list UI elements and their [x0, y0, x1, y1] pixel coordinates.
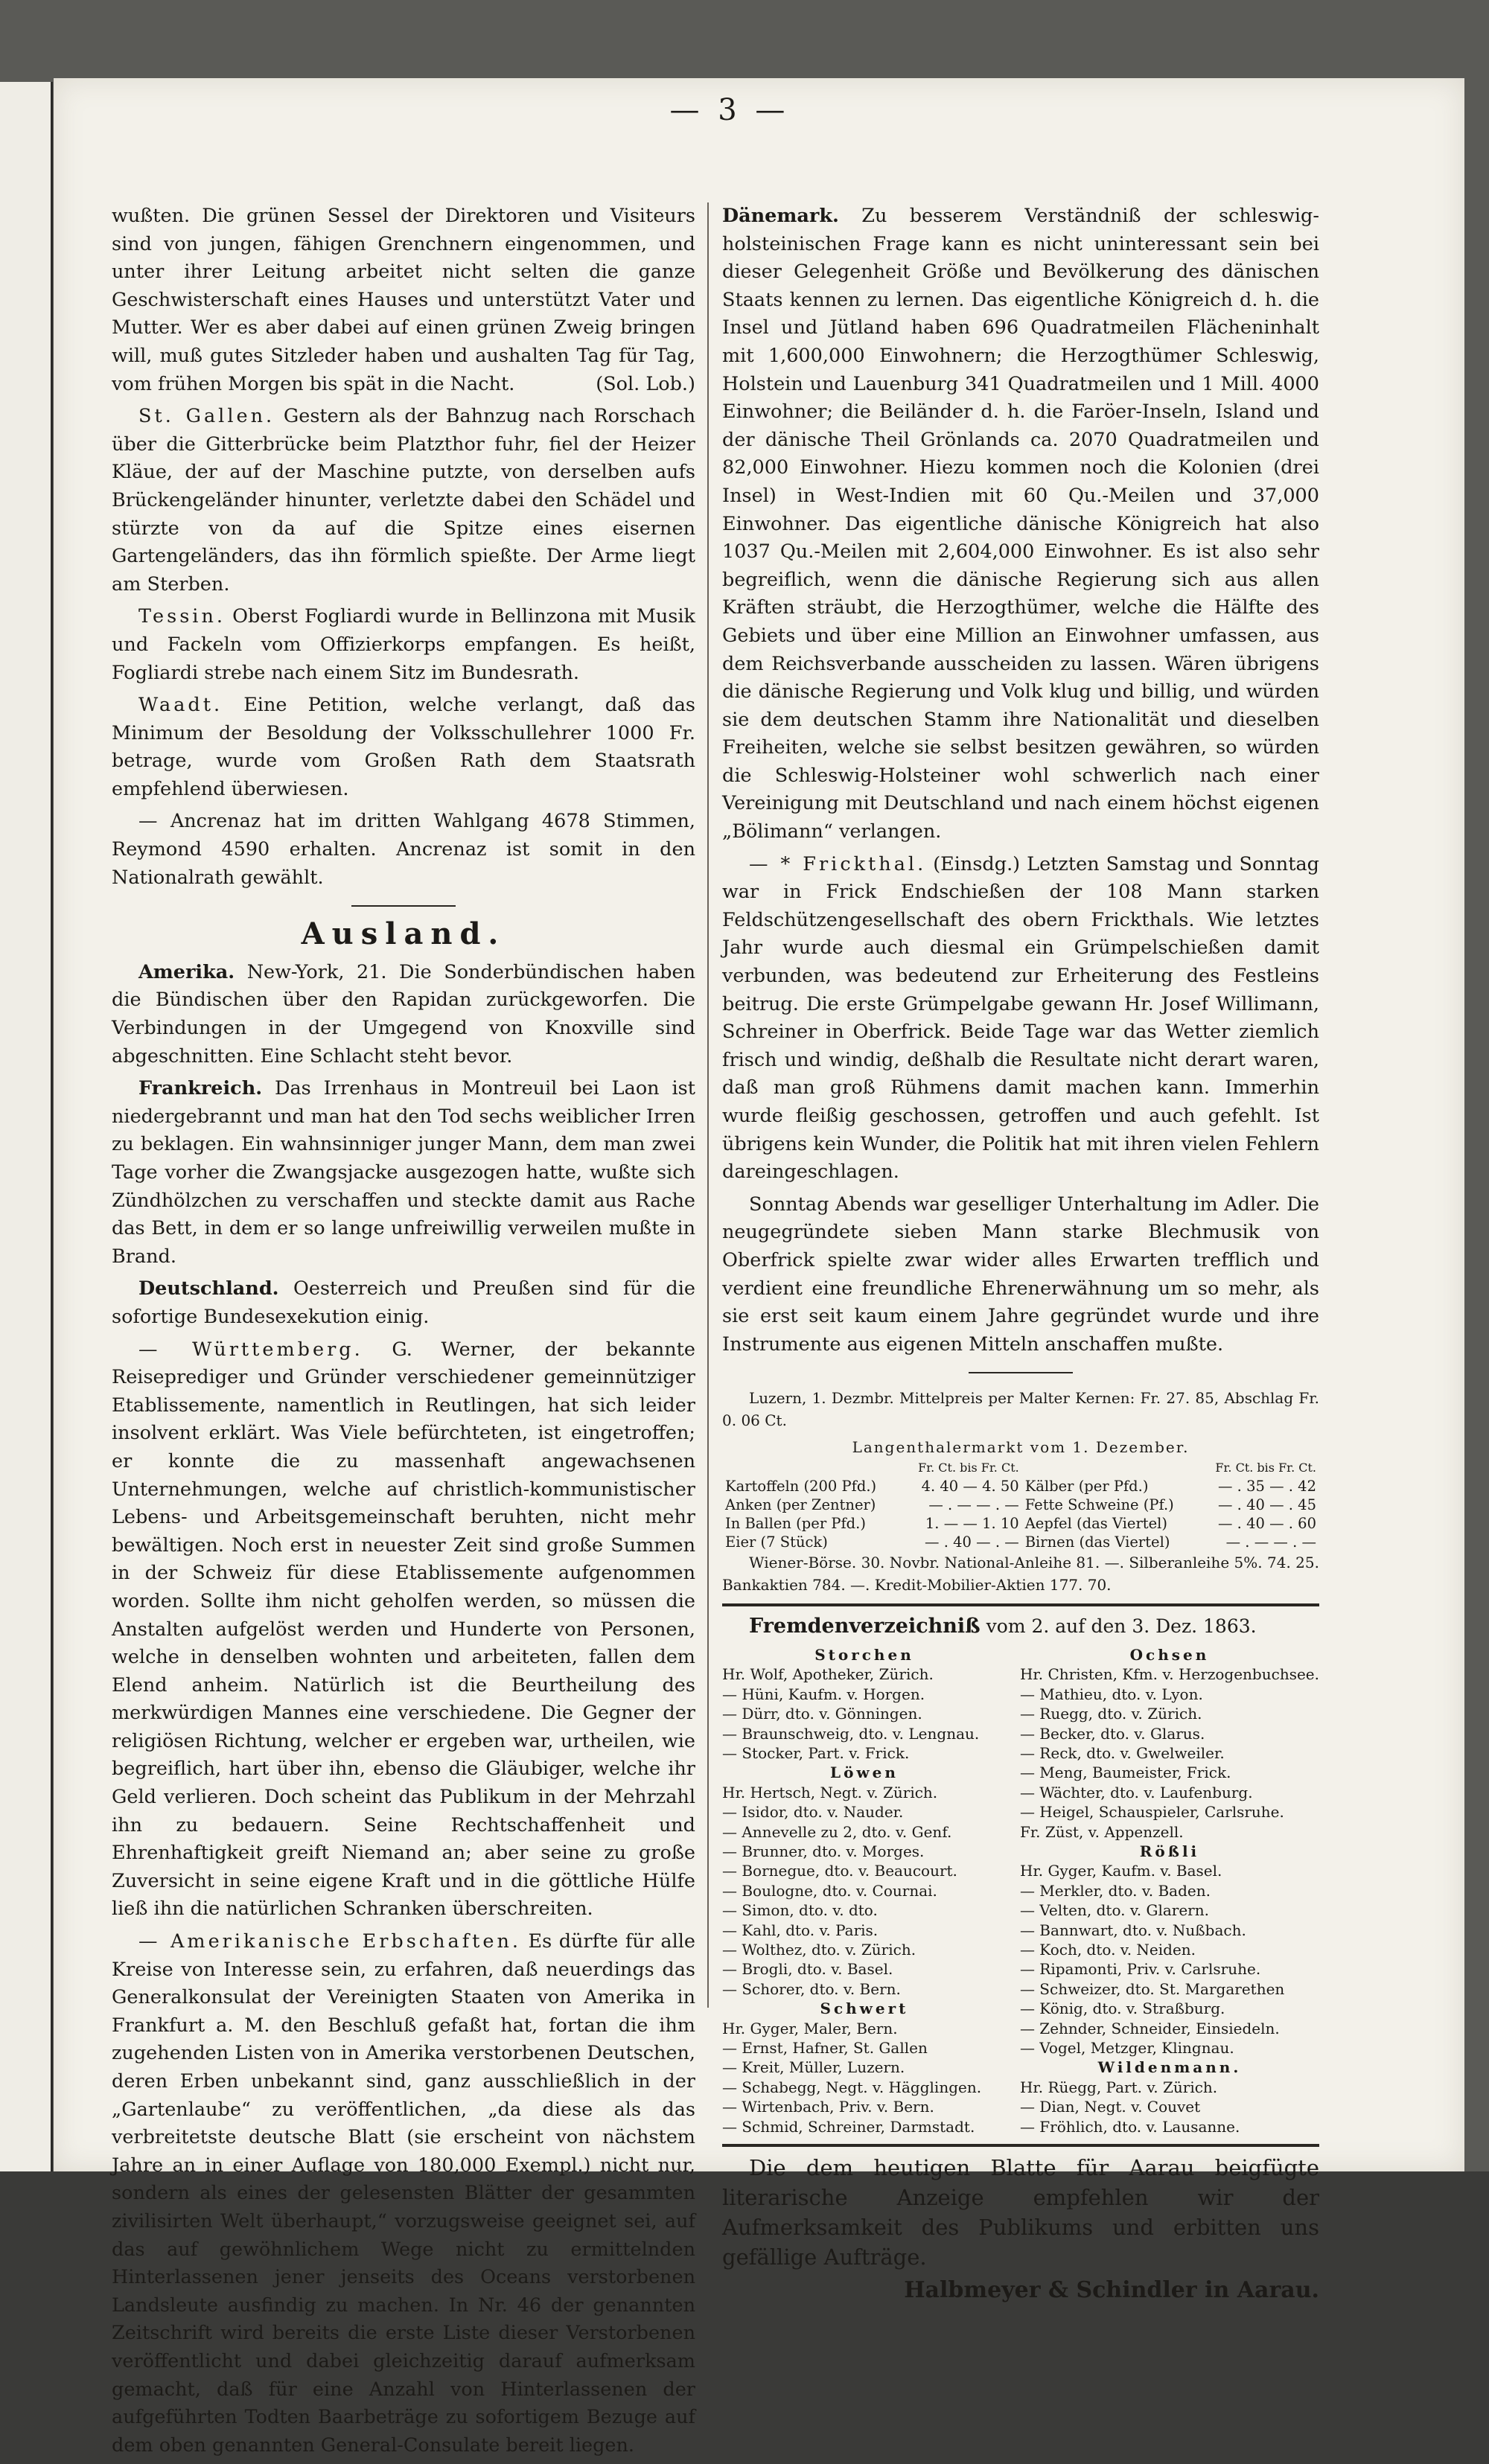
list-item: — Velten, dto. v. Glarern. — [1019, 1901, 1209, 1920]
list-item: — Schweizer, dto. St. Margarethen — [1019, 1979, 1285, 1998]
list-item: Hr. Rüegg, Part. v. Zürich. — [1019, 2078, 1218, 2096]
list-item: — Fröhlich, dto. v. Lausanne. — [1019, 2117, 1240, 2136]
dateline: — Amerikanische Erbschaften. — [138, 1930, 522, 1953]
list-item: Fr. Züst, v. Appenzell. — [1019, 1822, 1184, 1841]
article-text: Sonntag Abends war geselliger Unterhaltung im Adler. Die neugegründete sieben Mann starke Blechmusik von Oberfrick spielte zwar wider alles Erwarten trefflich und verdient eine freundliche Ehrenerwähnung um so mehr, als sie erst seit kaum einem Jahre gegründet wurde und ihre Instrumente aus eigenen Mitteln anschaffen mußte. — [722, 1193, 1319, 1356]
list-item: — Ruegg, dto. v. Zürich. — [1019, 1705, 1202, 1723]
left-column — [112, 202, 695, 2464]
item-name: Eier (7 Stück) — [725, 1533, 828, 1551]
article-tessin — [112, 603, 695, 687]
list-item: — Ernst, Hafner, St. Gallen — [722, 2039, 928, 2058]
hotel-name: Wildenmann. — [1097, 2058, 1242, 2077]
list-item: — Brogli, dto. v. Basel. — [722, 1960, 893, 1979]
guest-list-title — [722, 1612, 1319, 1641]
list-item: — Dürr, dto. v. Gönningen. — [722, 1705, 922, 1723]
article-text: Zu besserem Verständniß der schleswig-holsteinischen Frage kann es nicht uninteressant sein bei dieser Gelegenheit Größe und Bevölkerung des dänischen Staats kennen zu lernen. Das eigentliche Königreich d. h. die Insel und Jütland haben 696 Quadratmeilen Flächeninhalt mit 1,600,000 Einwohnern; die Herzogthümer Schleswig, Holstein und Lauenburg 341 Quadratmeilen und 1 Mill. 4000 Einwohner; die Beiländer d. h. die Faröer-Inseln, Island und der dänische Theil Grönlands ca. 2070 Quadratmeilen und 82,000 Einwohner. Hiezu kommen noch die Kolonien (drei Insel) in West-Indien mit 60 Qu.-Meilen und 37,000 Einwohner. Das eigentliche dänische Königreich hat also 1037 Qu.-Meilen mit 2,604,000 Einwohner. Es ist also sehr begreiflich, wenn die dänische Regierung sich aus allen Kräften sträubt, die Herzogthümer, welche die Hälfte des Gebiets und über eine Million an Einwohner umfassen, aus dem Reichsverbande ausscheiden zu lassen. Wären übrigens die dänische Regierung und Volk klug und billig, und würden sie dem deutschen Stamm ihre Nationalität und dieselben Freiheiten, welche sie selbst besitzen gewähren, so würden die Schleswig-Holsteiner wohl schwerlich nach einer Vereinigung mit Deutschland und nach einem höchst eigenen „Bölimann“ verlangen. — [722, 205, 1319, 843]
list-item: Hr. Gyger, Kaufm. v. Basel. — [1019, 1862, 1222, 1880]
article-text: G. Werner, der bekannte Reiseprediger und Gründer verschiedener gemeinnütziger Etablissemente, namentlich in Reutlingen, hat sich leider insolvent erklärt. Was Viele befürchteten, ist eingetroffen; er konnte die zu massenhaft angewachsenen Unternehmungen, welche auf christlich-kommunistischer Lebens- und Arbeitsgemeinschaft beruhten, nicht mehr bewältigen. Noch erst in neuester Zeit sind große Summen in der Schweiz für diese Etablissemente aufgenommen worden. Sollte ihm nicht geholfen werden, so müssen die Anstalten aufgelöst werden und Hunderte von Personen, welche in denselben wohnten und arbeiteten, fallen dem Elend anheim. Natürlich ist die Beurtheilung des merkwürdigen Mannes eine verschiedene. Die Gegner der religiösen Richtung, welcher er ergeben war, urtheilen, wie begreiflich, hart über ihn, ebenso die Gläubiger, welche ihr Geld verlieren. Doch scheint das Publikum in der Mehrzahl ihn zu bedauern. Seine Rechtschaffenheit und Ehrenhaftigkeit greift Niemand an; aber seine zu große Zuversicht in seine eigene Kraft und in die göttliche Hülfe ließ ihn die natürlichen Schranken überschreiten. — [112, 1338, 695, 1921]
item-name: Fette Schweine (Pf.) — [1024, 1496, 1174, 1514]
article-wuerttemberg — [112, 1336, 695, 1924]
price-header: Fr. Ct. bis Fr. Ct. — [1215, 1461, 1316, 1475]
article-st-gallen — [112, 403, 695, 599]
list-item: — Ripamonti, Priv. v. Carlsruhe. — [1019, 1960, 1261, 1979]
list-item: — König, dto. v. Straßburg. — [1019, 1999, 1225, 2018]
section-separator — [351, 905, 456, 907]
stock-exchange: Wiener-Börse. 30. Novbr. National-Anleihe 81. —. Silberanleihe 5%. 74. 25. Bankaktien 784. —. Kredit-Mobilier-Aktien 177. 70. — [722, 1554, 1319, 1595]
hotel-name: Schwert — [820, 1999, 909, 2018]
list-item: — Kreit, Müller, Luzern. — [722, 2058, 905, 2077]
hotel-name: Rößli — [1139, 1842, 1200, 1860]
guest-list-date: vom 2. auf den 3. Dez. 1863. — [986, 1615, 1257, 1638]
list-item: — Annevelle zu 2, dto. v. Genf. — [722, 1822, 952, 1841]
item-price: — . — — . — — [1225, 1533, 1316, 1551]
list-item: — Schorer, dto. v. Bern. — [722, 1979, 901, 1998]
list-item: — Boulogne, dto. v. Cournai. — [722, 1881, 937, 1900]
list-item: — Bannwart, dto. v. Nußbach. — [1019, 1921, 1246, 1939]
list-item: — Hüni, Kaufm. v. Horgen. — [722, 1685, 925, 1703]
article-waadt — [112, 692, 695, 803]
right-column — [722, 202, 1319, 2305]
table-row — [722, 1496, 1319, 1514]
table-row — [722, 1514, 1319, 1533]
dateline: St. Gallen. — [138, 405, 275, 428]
list-item: Hr. Gyger, Maler, Bern. — [722, 2019, 898, 2037]
table-row — [722, 1477, 1319, 1496]
country-lead: Frankreich. — [138, 1077, 263, 1100]
item-price: — . — — . — — [928, 1496, 1019, 1514]
dateline: Waadt. — [138, 694, 223, 717]
item-name: Anken (per Zentner) — [725, 1496, 876, 1514]
table-row — [722, 1533, 1319, 1551]
market-title: Langenthalermarkt vom 1. Dezember. — [852, 1438, 1190, 1457]
list-item: Hr. Hertsch, Negt. v. Zürich. — [722, 1783, 938, 1801]
section-separator — [969, 1372, 1073, 1373]
article-text: Eine Petition, welche verlangt, daß das Minimum der Besoldung der Volksschullehrer 1000 Fr. betrage, wurde vom Großen Rath dem Staatsrath empfehlend überwiesen. — [112, 694, 695, 800]
article-deutschland — [112, 1275, 695, 1331]
item-name: Birnen (das Viertel) — [1024, 1533, 1170, 1551]
list-item: Hr. Wolf, Apotheker, Zürich. — [722, 1665, 934, 1684]
item-name: Kälber (per Pfd.) — [1024, 1478, 1149, 1496]
hotel-name: Ochsen — [1129, 1645, 1210, 1664]
list-item: — Schmid, Schreiner, Darmstadt. — [722, 2117, 975, 2136]
advertisement-signature: Halbmeyer & Schindler in Aarau. — [904, 2277, 1319, 2304]
list-item: — Kahl, dto. v. Paris. — [722, 1921, 879, 1939]
item-price: — . 40 — . 60 — [1217, 1515, 1316, 1533]
article-ancrenaz — [112, 808, 695, 892]
item-name: Kartoffeln (200 Pfd.) — [725, 1478, 877, 1496]
article-text: Das Irrenhaus in Montreuil bei Laon ist niedergebrannt und man hat den Tod sechs weiblicher Irren zu beklagen. Ein wahnsinniger junger Mann, dem man zwei Tage vorher die Zwangsjacke ausgezogen hatte, wußte sich Zündhölzchen zu verschaffen und steckte damit aus Rache das Bett, in dem er so lange unfreiwillig verweilen mußte in Brand. — [112, 1077, 695, 1268]
advertisement-text: Die dem heutigen Blatte für Aarau beigfügte literarische Anzeige empfehlen wir der Aufmerksamkeit des Publikums und erbitten uns gefällige Aufträge. — [722, 2155, 1319, 2270]
list-item: — Braunschweig, dto. v. Lengnau. — [722, 1724, 980, 1743]
list-item: — Schabegg, Negt. v. Hägglingen. — [722, 2078, 982, 2096]
list-item: — Reck, dto. v. Gwelweiler. — [1019, 1743, 1225, 1762]
guest-list — [722, 1645, 1319, 2136]
list-item: — Wächter, dto. v. Laufenburg. — [1019, 1783, 1253, 1801]
list-item: — Dian, Negt. v. Couvet — [1019, 2098, 1201, 2116]
list-item: — Zehnder, Schneider, Einsiedeln. — [1019, 2019, 1280, 2037]
list-item: — Brunner, dto. v. Morges. — [722, 1842, 925, 1860]
item-price: — . 40 — . 45 — [1217, 1496, 1316, 1514]
list-item: — Merkler, dto. v. Baden. — [1019, 1881, 1211, 1900]
article-text: wußten. Die grünen Sessel der Direktoren und Visiteurs sind von jungen, fähigen Grenchnern eingenommen, und unter ihrer Leitung arbeitet nicht selten die ganze Geschwisterschaft eines Hauses und unterstützt Vater und Mutter. Wer es aber dabei auf einen grünen Zweig bringen will, muß gutes Sitzleder haben und aushalten Tag für Tag, vom frühen Morgen bis spät in die Nacht. — [112, 205, 695, 395]
article-text: Gestern als der Bahnzug nach Rorschach über die Gitterbrücke beim Platzthor fuhr, fiel der Heizer Kläue, der auf der Maschine putzte, von derselben aufs Brückengeländer hinunter, verletzte dabei den Schädel und stürzte von da auf die Spitze eines eisernen Gartengeländers, das ihn förmlich spießte. Der Arme liegt am Sterben. — [112, 405, 695, 596]
previous-page-edge — [0, 82, 53, 2171]
column-divider — [707, 202, 709, 2008]
list-item: — Simon, dto. v. dto. — [722, 1901, 878, 1920]
article-amerika — [112, 959, 695, 1070]
list-item: — Meng, Baumeister, Frick. — [1019, 1764, 1231, 1782]
item-price: 4. 40 — 4. 50 — [921, 1478, 1019, 1496]
item-price: 1. — — 1. 10 — [925, 1515, 1019, 1533]
list-item: Hr. Christen, Kfm. v. Herzogenbuchsee. — [1019, 1665, 1319, 1684]
list-item: — Isidor, dto. v. Nauder. — [722, 1803, 904, 1822]
list-item: — Koch, dto. v. Neiden. — [1019, 1941, 1196, 1959]
list-item: — Bornegue, dto. v. Beaucourt. — [722, 1862, 957, 1880]
item-name: In Ballen (per Pfd.) — [725, 1515, 866, 1533]
article-continuation — [112, 202, 695, 398]
section-separator — [722, 1603, 1319, 1606]
article-frankreich — [112, 1075, 695, 1271]
price-header: Fr. Ct. bis Fr. Ct. — [918, 1461, 1019, 1475]
article-erbschaften — [112, 1928, 695, 2460]
article-text: Es dürfte für alle Kreise von Interesse sein, zu erfahren, daß neuerdings das Generalkonsulat der Vereinigten Staaten von Amerika in Frankfurt a. M. den Beschluß gefaßt hat, fortan die ihm zugehenden Listen von in Amerika verstorbenen Deutschen, deren Erben unbekannt sind, ganz ausschließlich in der „Gartenlaube“ zu veröffentlichen, „da diese als das verbreitetste deutsche Blatt (sie erscheint von nächstem Jahre an in einer Auflage von 180,000 Exempl.) nicht nur, sondern als eines der gelesensten Blätter der gesammten zivilisirten Welt überhaupt,“ vorzugsweise geeignet sei, auf das auf gewöhnlichem Wege nicht zu ermittelnden Hinterlassenen jener jenseits des Oceans verstorbenen Landsleute ausfindig zu machen. In Nr. 46 der genannten Zeitschrift wird bereits die erste Liste dieser Verstorbenen veröffentlicht und dabei gleichzeitig darauf aufmerksam gemacht, daß für eine Anzahl von Hinterlassenen der aufgeführten Todten Baarbeträge zu sofortigem Bezuge auf dem oben genannten General-Consulate bereit liegen. — [112, 1930, 696, 2457]
article-text: Oesterreich und Preußen sind für die sofortige Bundesexekution einig. — [112, 1277, 695, 1328]
guest-list-column-right — [1020, 1645, 1319, 2136]
article-daenemark — [722, 202, 1319, 846]
country-lead: Dänemark. — [722, 205, 839, 227]
hotel-name: Löwen — [830, 1764, 899, 1782]
section-separator — [722, 2144, 1319, 2147]
item-price: — . 35 — . 42 — [1217, 1478, 1316, 1496]
item-price: — . 40 — . — — [925, 1533, 1019, 1551]
dateline: Tessin. — [138, 605, 226, 628]
list-item: — Heigel, Schauspieler, Carlsruhe. — [1019, 1803, 1284, 1822]
market-table-header — [722, 1458, 1319, 1477]
list-item: — Vogel, Metzger, Klingnau. — [1019, 2039, 1234, 2058]
guest-list-lead: Fremdenverzeichniß — [749, 1615, 981, 1638]
country-lead: Deutschland. — [138, 1277, 279, 1300]
article-frickthal — [722, 851, 1319, 1187]
article-sonntag — [722, 1191, 1319, 1359]
market-price-table — [722, 1458, 1319, 1551]
guest-list-column-left — [722, 1645, 1007, 2136]
article-text: — Ancrenaz hat im dritten Wahlgang 4678 Stimmen, Reymond 4590 erhalten. Ancrenaz ist somit in den Nationalrath gewählt. — [112, 810, 695, 889]
section-heading-ausland: Ausland. — [301, 916, 506, 952]
article-text: (Einsdg.) Letzten Samstag und Sonntag war in Frick Endschießen der 108 Mann starken Feldschützengesellschaft des obern Frickthals. Wie letztes Jahr wurde auch diesmal ein Grümpelschießen damit verbunden, was bedeutend zur Erheiterung des Festleins beitrug. Die erste Grümpelgabe gewann Hr. Josef Willimann, Schreiner in Oberfrick. Beide Tage war das Wetter ziemlich frisch und windig, deßhalb die Resultate nicht derart waren, daß man groß Rühmens damit machen kann. Immerhin wurde fleißig geschossen, getroffen und auch gefehlt. Ist übrigens kein Wunder, die Politik hat mit ihren vielen Fehlern dareingeschlagen. — [722, 852, 1319, 1184]
list-item: — Stocker, Part. v. Frick. — [722, 1743, 910, 1762]
dateline: — * Frickthal. — [749, 852, 927, 875]
hotel-name: Storchen — [814, 1645, 914, 1664]
source-note: (Sol. Lob.) — [596, 372, 695, 395]
item-name: Aepfel (das Viertel) — [1024, 1515, 1167, 1533]
list-item: — Mathieu, dto. v. Lyon. — [1019, 1685, 1203, 1703]
list-item: — Becker, dto. v. Glarus. — [1019, 1724, 1205, 1743]
page-number: — 3 — — [669, 93, 790, 127]
article-text: Oberst Fogliardi wurde in Bellinzona mit Musik und Fackeln vom Offizierkorps empfangen. Es heißt, Fogliardi strebe nach einem Sitz im Bundesrath. — [112, 605, 695, 684]
market-luzern: Luzern, 1. Dezmbr. Mittelpreis per Malter Kernen: Fr. 27. 85, Abschlag Fr. 0. 06 Ct. — [722, 1389, 1319, 1430]
dateline: — Württemberg. — [138, 1338, 363, 1361]
article-text: New-York, 21. Die Sonderbündischen haben die Bündischen über den Rapidan zurückgeworfen. Die Verbindungen in der Umgegend von Knoxville sind abgeschnitten. Eine Schlacht steht bevor. — [112, 960, 695, 1067]
list-item: — Wolthez, dto. v. Zürich. — [722, 1941, 916, 1959]
list-item: — Wirtenbach, Priv. v. Bern. — [722, 2098, 934, 2116]
country-lead: Amerika. — [138, 960, 235, 983]
